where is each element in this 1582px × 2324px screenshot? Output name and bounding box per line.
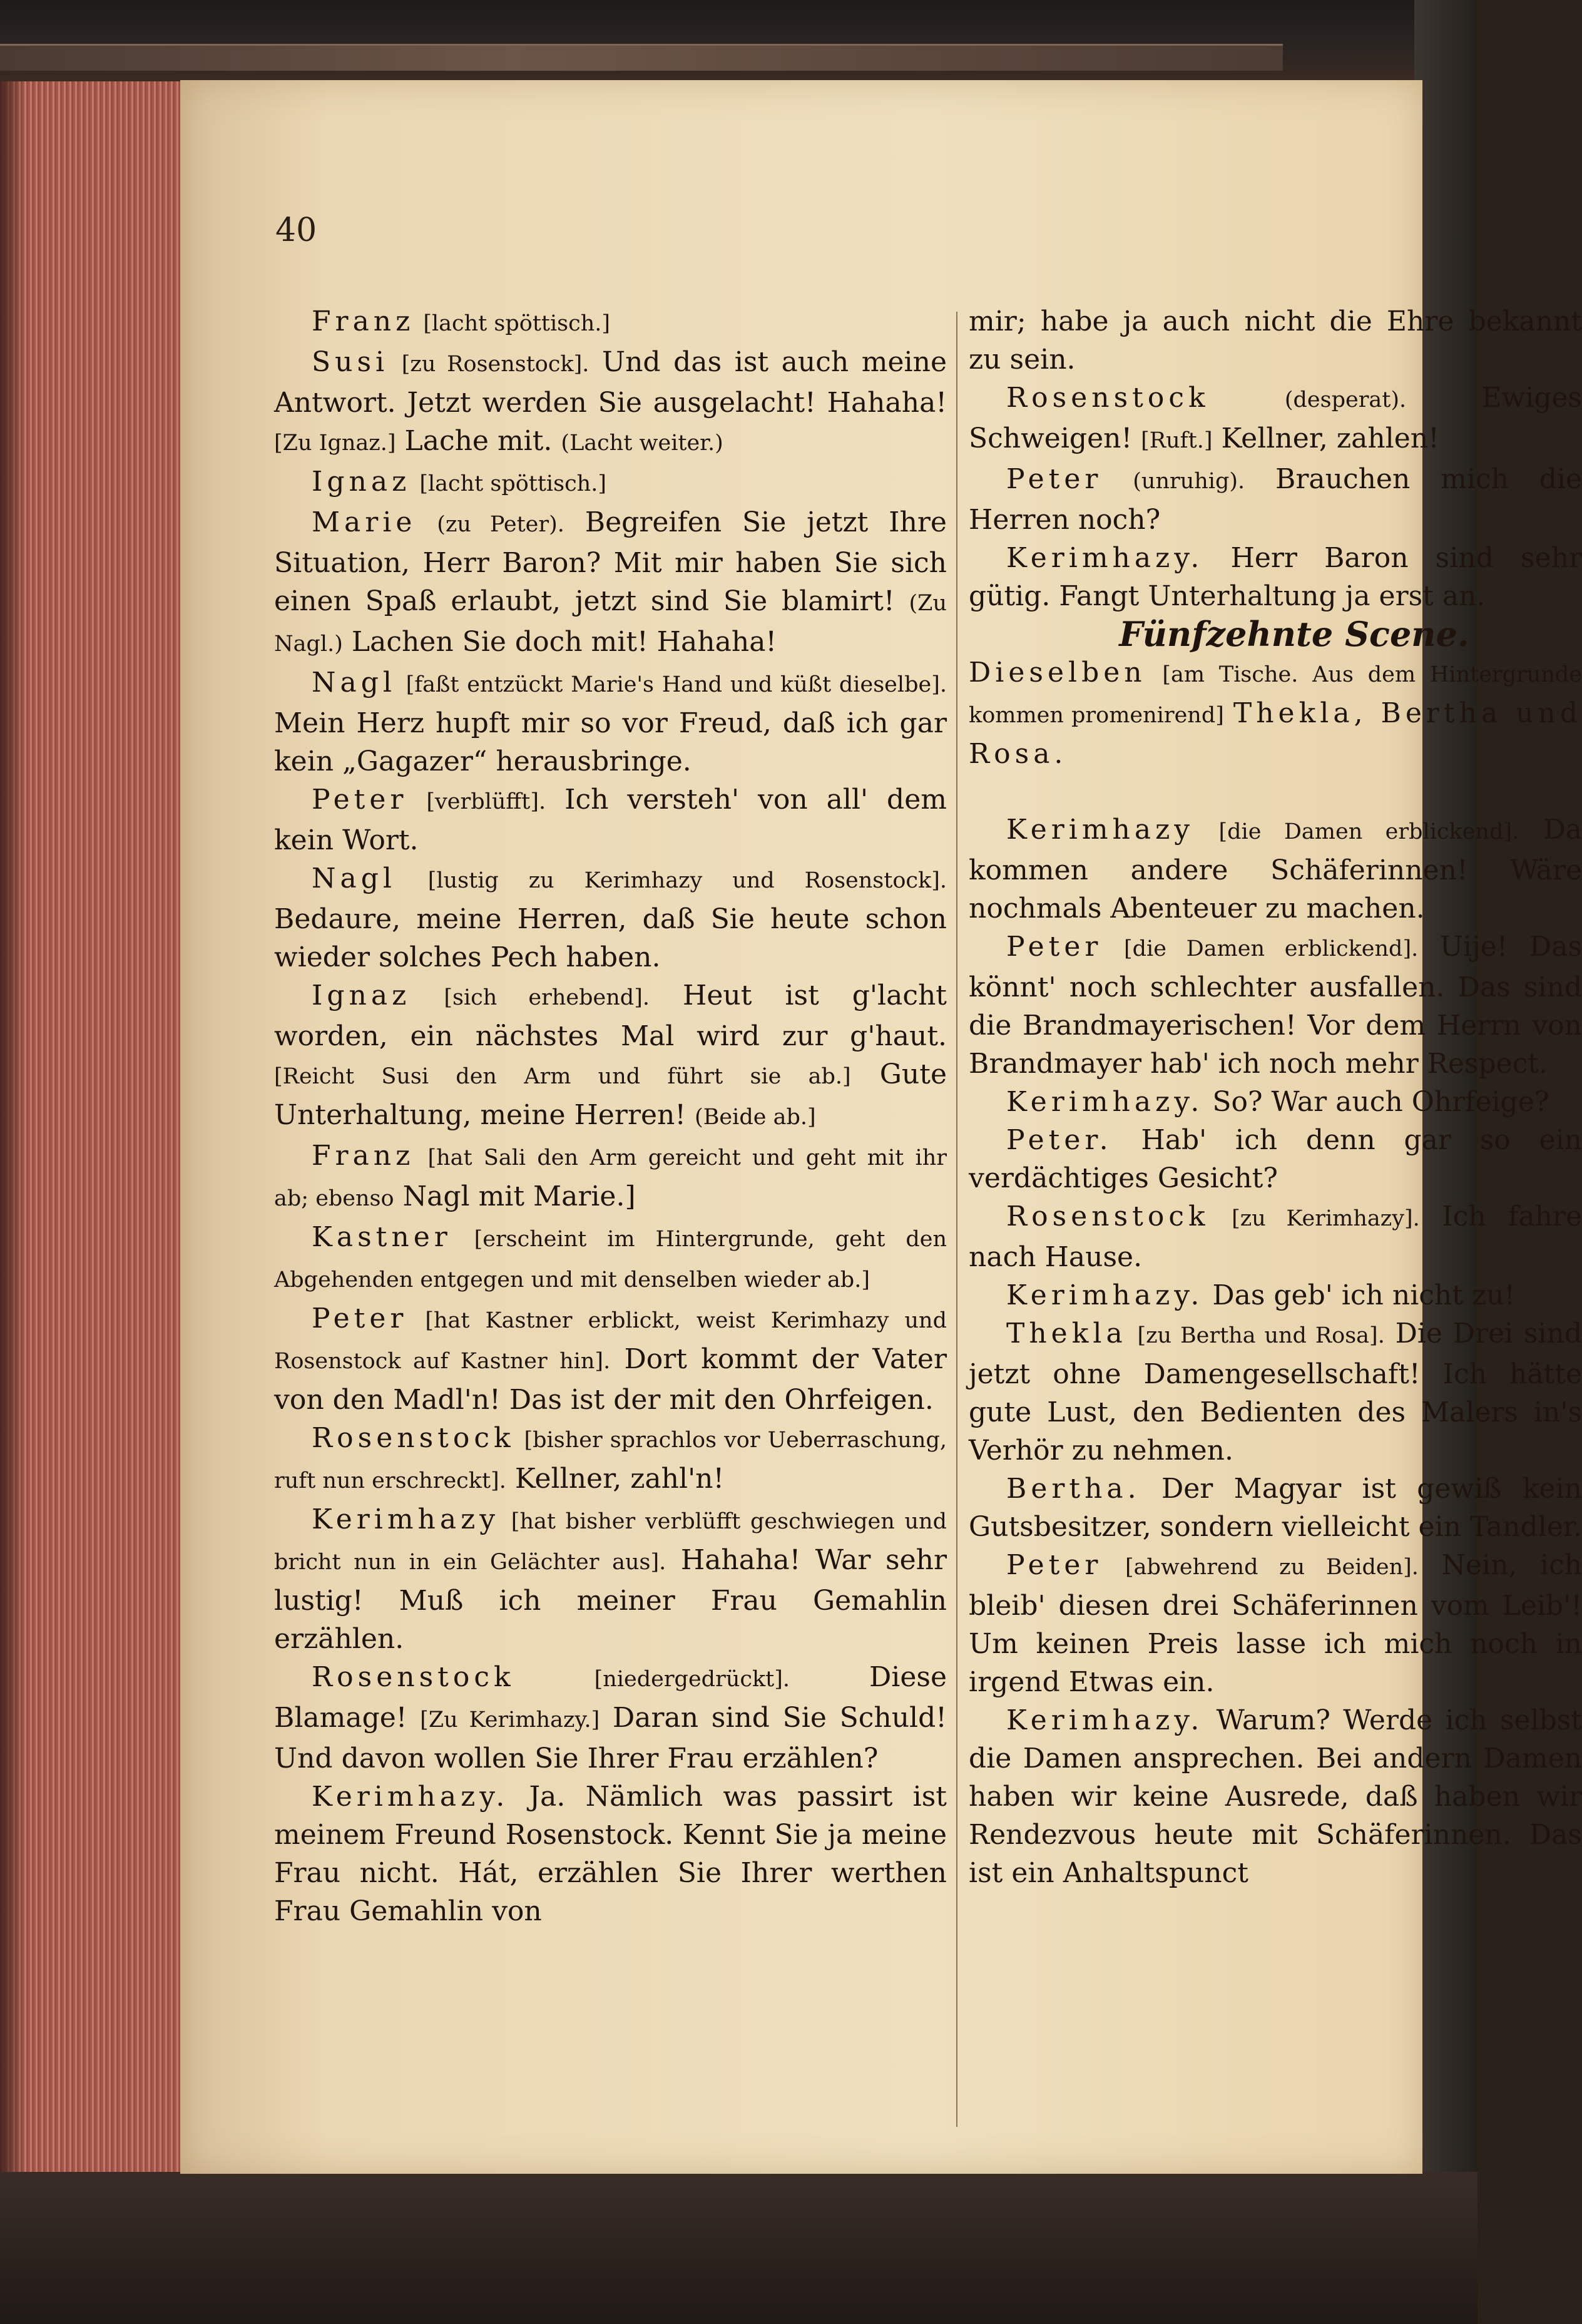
- right-column-top: [969, 302, 1582, 615]
- stage-direction: [lacht spöttisch.]: [423, 311, 611, 336]
- scene-intro-names: Thekla, Bertha und Rosa.: [969, 697, 1582, 770]
- spacer: [969, 773, 1582, 811]
- stage-direction: (Lacht weiter.): [561, 431, 723, 456]
- stage-direction: (unruhig).: [1133, 469, 1245, 494]
- stage-direction: [lacht spöttisch.]: [419, 471, 607, 496]
- speech-text: Nein, ich bleib' diesen drei Schäferinnen vom Leib'! Um keinen Preis lasse ich mich noch in irgend Etwas ein.: [969, 1549, 1582, 1698]
- speech-text: Heut ist g'lacht worden, ein nächstes Mal wird zur g'haut.: [274, 980, 947, 1052]
- stage-direction: [die Damen erblickend].: [1218, 819, 1519, 844]
- stage-direction: [abwehrend zu Beiden].: [1125, 1555, 1419, 1580]
- speech-entry: [969, 928, 1582, 1083]
- speech-entry: [274, 1419, 947, 1500]
- speech-entry: [274, 663, 947, 781]
- stage-direction: [hat bisher verblüfft geschwiegen und bricht nun in ein Gelächter aus].: [274, 1509, 947, 1575]
- scene-title: Fünfzehnte Scene.: [1119, 614, 1469, 654]
- speech-text: So? War auch Ohrfeige?: [1212, 1086, 1549, 1118]
- speaker-name: Rosenstock: [1006, 382, 1210, 414]
- speech-entry: [969, 1470, 1582, 1546]
- speech-text: Warum? Werde ich selbst die Damen ansprechen. Bei andern Damen haben wir keine Ausrede, daß haben wir Rendezvous heute mit Schäferinnen. Das ist ein Anhaltspunct: [969, 1704, 1582, 1889]
- scene-intro-direction: [am Tische. Aus dem Hintergrunde kommen promenirend]: [969, 662, 1582, 728]
- speaker-name: Peter: [1006, 931, 1103, 963]
- speaker-name: Rosenstock: [312, 1661, 515, 1693]
- column-divider: [956, 312, 957, 2127]
- stage-direction: [Reicht Susi den Arm und führt sie ab.]: [274, 1064, 851, 1089]
- speaker-name: Franz: [312, 1140, 415, 1172]
- speech-text: Bedaure, meine Herren, daß Sie heute schon wieder solches Pech haben.: [274, 903, 947, 973]
- speech-text: Ich versteh' von all' dem kein Wort.: [274, 784, 947, 856]
- speech-text: Hahaha! War sehr lustig! Muß ich meiner Frau Gemahlin erzählen.: [274, 1544, 947, 1655]
- speaker-name: Nagl: [312, 863, 396, 894]
- speaker-name: Kerimhazy.: [312, 1781, 509, 1813]
- speech-entry: [969, 1083, 1582, 1121]
- speech-text: Kellner, zahlen!: [1221, 422, 1439, 454]
- stage-direction: [die Damen erblickend].: [1124, 936, 1419, 961]
- stage-direction: (Beide ab.]: [695, 1105, 816, 1130]
- stage-direction: (desperat).: [1284, 387, 1407, 412]
- stage-direction: [hat Kastner erblickt, weist Kerimhazy und Rosenstock auf Kastner hin].: [274, 1308, 947, 1374]
- speech-text: Kellner, zahl'n!: [514, 1463, 725, 1495]
- stage-direction: [zu Kerimhazy].: [1232, 1206, 1420, 1231]
- speech-entry: [274, 503, 947, 663]
- speaker-name: Peter: [1006, 463, 1103, 495]
- stage-direction: [Zu Ignaz.]: [274, 431, 396, 456]
- speech-entry: [274, 1778, 947, 1930]
- speech-text: Lachen Sie doch mit! Hahaha!: [351, 626, 777, 658]
- stage-direction: (zu Peter).: [437, 512, 564, 537]
- book-page: [180, 80, 1582, 2174]
- speech-text: Mein Herz hupft mir so vor Freud, daß ich gar kein „Gagazer“ herausbringe.: [274, 707, 947, 777]
- speaker-name: Marie: [312, 506, 417, 538]
- speaker-name: Peter.: [1006, 1124, 1113, 1156]
- speech-entry: [969, 460, 1582, 539]
- speech-text: Ewiges Schweigen!: [969, 382, 1582, 454]
- speech-entry: [274, 463, 947, 503]
- stage-direction: [hat Sali den Arm gereicht und geht mit ihr ab; ebenso: [274, 1145, 947, 1211]
- cover-band: [0, 44, 1283, 71]
- speech-entry: [274, 1137, 947, 1218]
- stage-direction: [erscheint im Hintergrunde, geht den Abgehenden entgegen und mit denselben wieder ab.]: [274, 1227, 947, 1293]
- right-column: [969, 302, 1582, 1892]
- speaker-name: Peter: [312, 1303, 408, 1334]
- page-edges: [0, 81, 183, 2172]
- book-cover-bottom: [0, 2172, 1477, 2324]
- speech-entry: [274, 343, 947, 463]
- stage-direction: [sich erhebend].: [444, 985, 650, 1010]
- speech-entry: [274, 859, 947, 976]
- speech-entry: [969, 811, 1582, 928]
- stage-direction: [bisher sprachlos vor Ueberraschung, ruft nun erschreckt].: [274, 1428, 947, 1493]
- speech-entry: [274, 781, 947, 859]
- speech-entry: [274, 1500, 947, 1658]
- speech-entry: [274, 1658, 947, 1778]
- speaker-name: Thekla: [1006, 1318, 1127, 1349]
- speaker-name: Bertha.: [1006, 1473, 1141, 1505]
- speech-entry: [969, 379, 1582, 460]
- speaker-name: Kerimhazy: [1006, 814, 1195, 846]
- speech-text: Da kommen andere Schäferinnen! Wäre nochmals Abenteuer zu machen.: [969, 814, 1582, 924]
- speech-entry: [274, 1299, 947, 1419]
- speech-text: Der Magyar ist gewiß kein Gutsbesitzer, sondern vielleicht ein Tandler.: [969, 1473, 1582, 1543]
- speaker-name: Peter: [312, 784, 408, 816]
- stage-direction: [zu Bertha und Rosa].: [1137, 1323, 1385, 1348]
- right-column-bottom: [969, 811, 1582, 1892]
- speech-entry: [274, 302, 947, 343]
- speaker-name: Kerimhazy.: [1006, 1704, 1204, 1736]
- speaker-name: Nagl: [312, 667, 396, 699]
- page-number: 40: [275, 212, 317, 249]
- stage-direction: [niedergedrückt].: [594, 1667, 790, 1692]
- scene-intro-speaker: Dieselben: [969, 657, 1146, 688]
- speaker-name: Ignaz: [312, 466, 411, 498]
- stage-direction: [verblüfft].: [426, 789, 546, 814]
- speaker-name: Kerimhazy.: [1006, 1279, 1204, 1311]
- speech-text: Hab' ich denn gar so ein verdächtiges Gesicht?: [969, 1124, 1582, 1194]
- speech-text: Ja. Nämlich was passirt ist meinem Freund Rosenstock. Kennt Sie ja meine Frau nicht. Hát, erzählen Sie Ihrer werthen Frau Gemahlin von: [274, 1781, 947, 1927]
- speech-text: Lache mit.: [404, 425, 553, 457]
- stage-direction: [lustig zu Kerimhazy und Rosenstock].: [427, 868, 947, 893]
- speech-text: Nagl mit Marie.]: [402, 1180, 636, 1212]
- speaker-name: Kastner: [312, 1221, 452, 1253]
- speech-entry: [969, 302, 1582, 379]
- speech-text: mir; habe ja auch nicht die Ehre bekannt zu sein.: [969, 305, 1582, 376]
- speaker-name: Susi: [312, 346, 389, 378]
- speech-text: Diese Blamage!: [274, 1661, 947, 1734]
- speech-entry: [969, 539, 1582, 615]
- speech-entry: [969, 1546, 1582, 1701]
- speech-entry: [969, 1197, 1582, 1276]
- speech-text: Daran sind Sie Schuld! Und davon wollen Sie Ihrer Frau erzählen?: [274, 1702, 947, 1774]
- speech-text: Begreifen Sie jetzt Ihre Situation, Herr Baron? Mit mir haben Sie sich einen Spaß erlaubt, jetzt sind Sie blamirt!: [274, 506, 947, 617]
- speech-entry: [969, 1121, 1582, 1197]
- page-edges-shadow: [0, 81, 25, 2172]
- speech-text: Dort kommt der Vater von den Madl'n! Das ist der mit den Ohrfeigen.: [274, 1343, 947, 1416]
- speech-text: Das geb' ich nicht zu!: [1212, 1279, 1516, 1311]
- speech-entry: [969, 1314, 1582, 1470]
- stage-direction: [Zu Kerimhazy.]: [420, 1707, 600, 1733]
- book-cover-top: [0, 0, 1477, 81]
- speech-text: Uije! Das könnt' noch schlechter ausfallen. Das sind die Brandmayerischen! Vor dem Herrn von Brandmayer hab' ich noch mehr Respect.: [969, 931, 1582, 1080]
- speech-entry: [274, 1218, 947, 1299]
- left-column: [274, 302, 947, 1930]
- speaker-name: Ignaz: [312, 980, 411, 1011]
- speaker-name: Franz: [312, 305, 415, 337]
- speech-text: Herr Baron sind sehr gütig. Fangt Unterhaltung ja erst an.: [969, 542, 1582, 612]
- speaker-name: Rosenstock: [1006, 1200, 1210, 1232]
- speech-text: Gute Unterhaltung, meine Herren!: [274, 1058, 947, 1131]
- speech-entry: [969, 1276, 1582, 1314]
- speech-entry: [274, 976, 947, 1137]
- speaker-name: Peter: [1006, 1549, 1103, 1581]
- speaker-name: Rosenstock: [312, 1422, 515, 1454]
- speech-text: Brauchen mich die Herren noch?: [969, 463, 1582, 536]
- speaker-name: Kerimhazy.: [1006, 542, 1204, 574]
- stage-direction: [Ruft.]: [1141, 428, 1213, 453]
- stage-direction: (Zu Nagl.): [274, 591, 947, 657]
- speaker-name: Kerimhazy: [312, 1503, 500, 1535]
- speech-text: Die Drei sind jetzt ohne Damengesellschaft! Ich hätte gute Lust, den Bedienten des Malers in's Verhör zu nehmen.: [969, 1318, 1582, 1467]
- speech-entry: [969, 1701, 1582, 1892]
- stage-direction: [faßt entzückt Marie's Hand und küßt dieselbe].: [406, 672, 947, 697]
- speaker-name: Kerimhazy.: [1006, 1086, 1204, 1118]
- scene-intro: [969, 653, 1582, 773]
- stage-direction: [zu Rosenstock].: [401, 352, 589, 377]
- speech-text: Und das ist auch meine Antwort. Jetzt werden Sie ausgelacht! Hahaha!: [274, 346, 947, 419]
- speech-text: Ich fahre nach Hause.: [969, 1200, 1582, 1273]
